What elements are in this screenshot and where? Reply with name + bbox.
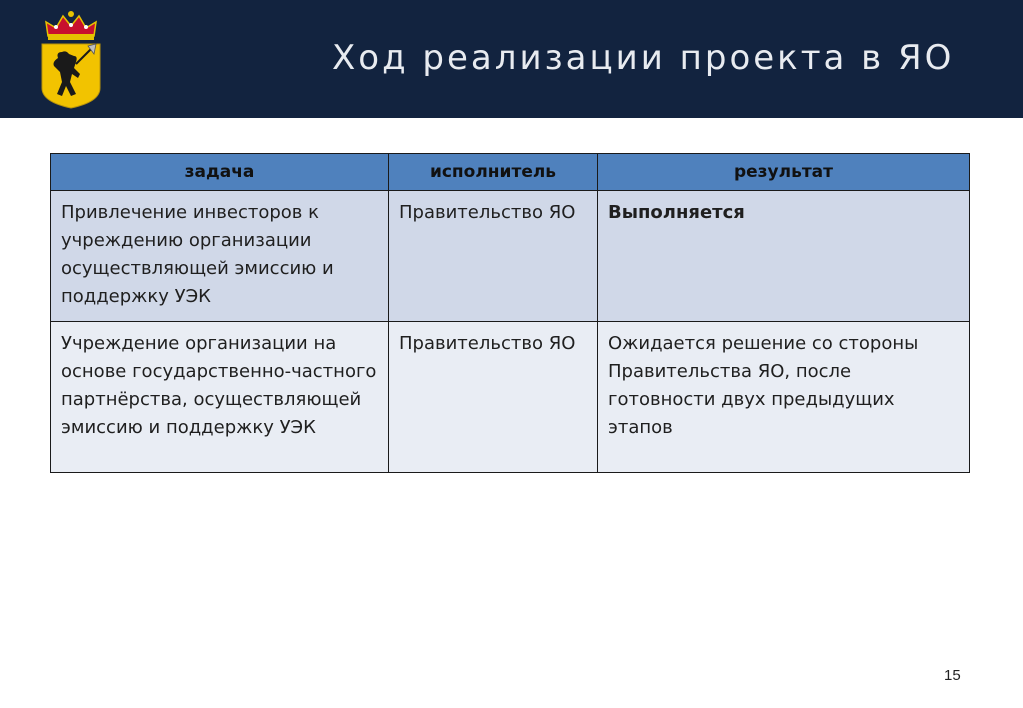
result-cell: Ожидается решение со стороны Правительства ЯО, после готовности двух предыдущих этапов — [598, 322, 970, 473]
column-header-result: результат — [598, 154, 970, 191]
progress-table — [50, 153, 970, 473]
table-row — [51, 322, 970, 473]
header-bar — [0, 0, 1023, 118]
task-cell: Привлечение инвесторов к учреждению организации осуществляющей эмиссию и поддержку УЭК — [51, 191, 389, 322]
result-cell: Выполняется — [598, 191, 970, 322]
executor-cell: Правительство ЯО — [389, 191, 598, 322]
yaroslavl-coat-of-arms-icon — [36, 6, 106, 110]
column-header-executor: исполнитель — [389, 154, 598, 191]
column-header-task: задача — [51, 154, 389, 191]
page-number: 15 — [944, 667, 961, 684]
table-header-row — [51, 154, 970, 191]
executor-cell: Правительство ЯО — [389, 322, 598, 473]
table-row — [51, 191, 970, 322]
page-title: Ход реализации проекта в ЯО — [332, 38, 955, 78]
task-cell: Учреждение организации на основе государственно-частного партнёрства, осуществляющей эмиссию и поддержку УЭК — [51, 322, 389, 473]
